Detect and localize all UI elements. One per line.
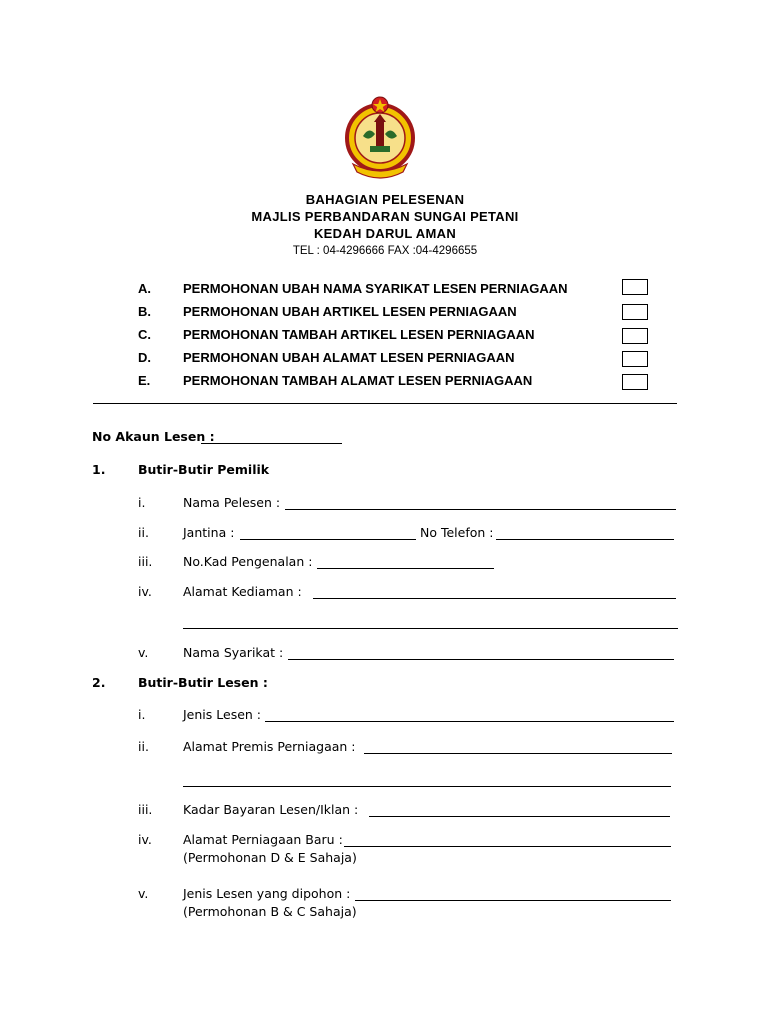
s1-ic-field[interactable] [317,568,494,569]
option-e-letter: E. [138,373,151,388]
s2-requested-license-note: (Permohonan B & C Sahaja) [183,904,357,919]
s2-fee-label: Kadar Bayaran Lesen/Iklan : [183,802,359,817]
s2-new-address-field[interactable] [344,846,671,847]
account-number-field[interactable] [201,443,342,444]
s2-premises-address-label: Alamat Premis Perniagaan : [183,739,356,754]
s1-owner-name-field[interactable] [285,509,676,510]
section2-title: Butir-Butir Lesen : [138,675,268,690]
s1-item3-roman: iii. [138,554,153,569]
option-d-checkbox[interactable] [622,351,648,367]
header-state: KEDAH DARUL AMAN [313,226,457,241]
s2-new-address-label: Alamat Perniagaan Baru : [183,832,343,847]
s2-premises-address-field-2[interactable] [183,786,671,787]
s2-premises-address-field-1[interactable] [364,753,672,754]
section2-number: 2. [92,675,106,690]
s2-item5-roman: v. [138,886,149,901]
council-logo [343,96,417,180]
s1-owner-name-label: Nama Pelesen : [183,495,281,510]
s2-requested-license-field[interactable] [355,900,671,901]
option-b-letter: B. [138,304,151,319]
s1-gender-label: Jantina : [183,525,235,540]
option-b-checkbox[interactable] [622,304,648,320]
s2-new-address-note: (Permohonan D & E Sahaja) [183,850,357,865]
option-b-text: PERMOHONAN UBAH ARTIKEL LESEN PERNIAGAAN [183,304,517,319]
option-c-checkbox[interactable] [622,328,648,344]
s2-item2-roman: ii. [138,739,149,754]
s1-gender-field[interactable] [240,539,416,540]
option-c-text: PERMOHONAN TAMBAH ARTIKEL LESEN PERNIAGAAN [183,327,535,342]
municipal-crest-icon [343,96,417,180]
s1-phone-label: No Telefon : [420,525,494,540]
s1-item4-roman: iv. [138,584,152,599]
s1-company-name-field[interactable] [288,659,674,660]
option-d-letter: D. [138,350,151,365]
section-divider [93,403,677,404]
s1-company-name-label: Nama Syarikat : [183,645,284,660]
s2-item4-roman: iv. [138,832,152,847]
s1-home-address-field-2[interactable] [183,628,678,629]
option-c-letter: C. [138,327,151,342]
s1-home-address-label: Alamat Kediaman : [183,584,302,599]
s2-item3-roman: iii. [138,802,153,817]
s2-fee-field[interactable] [369,816,670,817]
option-a-checkbox[interactable] [622,279,648,295]
header-council: MAJLIS PERBANDARAN SUNGAI PETANI [251,209,519,224]
s2-license-type-label: Jenis Lesen : [183,707,262,722]
section1-title: Butir-Butir Pemilik [138,462,270,477]
s2-requested-license-label: Jenis Lesen yang dipohon : [183,886,351,901]
option-e-checkbox[interactable] [622,374,648,390]
header-department: BAHAGIAN PELESENAN [305,192,465,207]
option-a-letter: A. [138,281,151,296]
s1-home-address-field-1[interactable] [313,598,676,599]
s1-ic-label: No.Kad Pengenalan : [183,554,313,569]
section1-number: 1. [92,462,106,477]
s2-item1-roman: i. [138,707,146,722]
option-a-text: PERMOHONAN UBAH NAMA SYARIKAT LESEN PERNIAGAAN [183,281,568,296]
header-contact: TEL : 04-4296666 FAX :04-4296655 [292,245,478,257]
account-number-label: No Akaun Lesen : [92,429,215,444]
s1-item5-roman: v. [138,645,149,660]
s2-license-type-field[interactable] [265,721,674,722]
option-d-text: PERMOHONAN UBAH ALAMAT LESEN PERNIAGAAN [183,350,515,365]
s1-item1-roman: i. [138,495,146,510]
s1-phone-field[interactable] [496,539,674,540]
s1-item2-roman: ii. [138,525,149,540]
option-e-text: PERMOHONAN TAMBAH ALAMAT LESEN PERNIAGAAN [183,373,533,388]
